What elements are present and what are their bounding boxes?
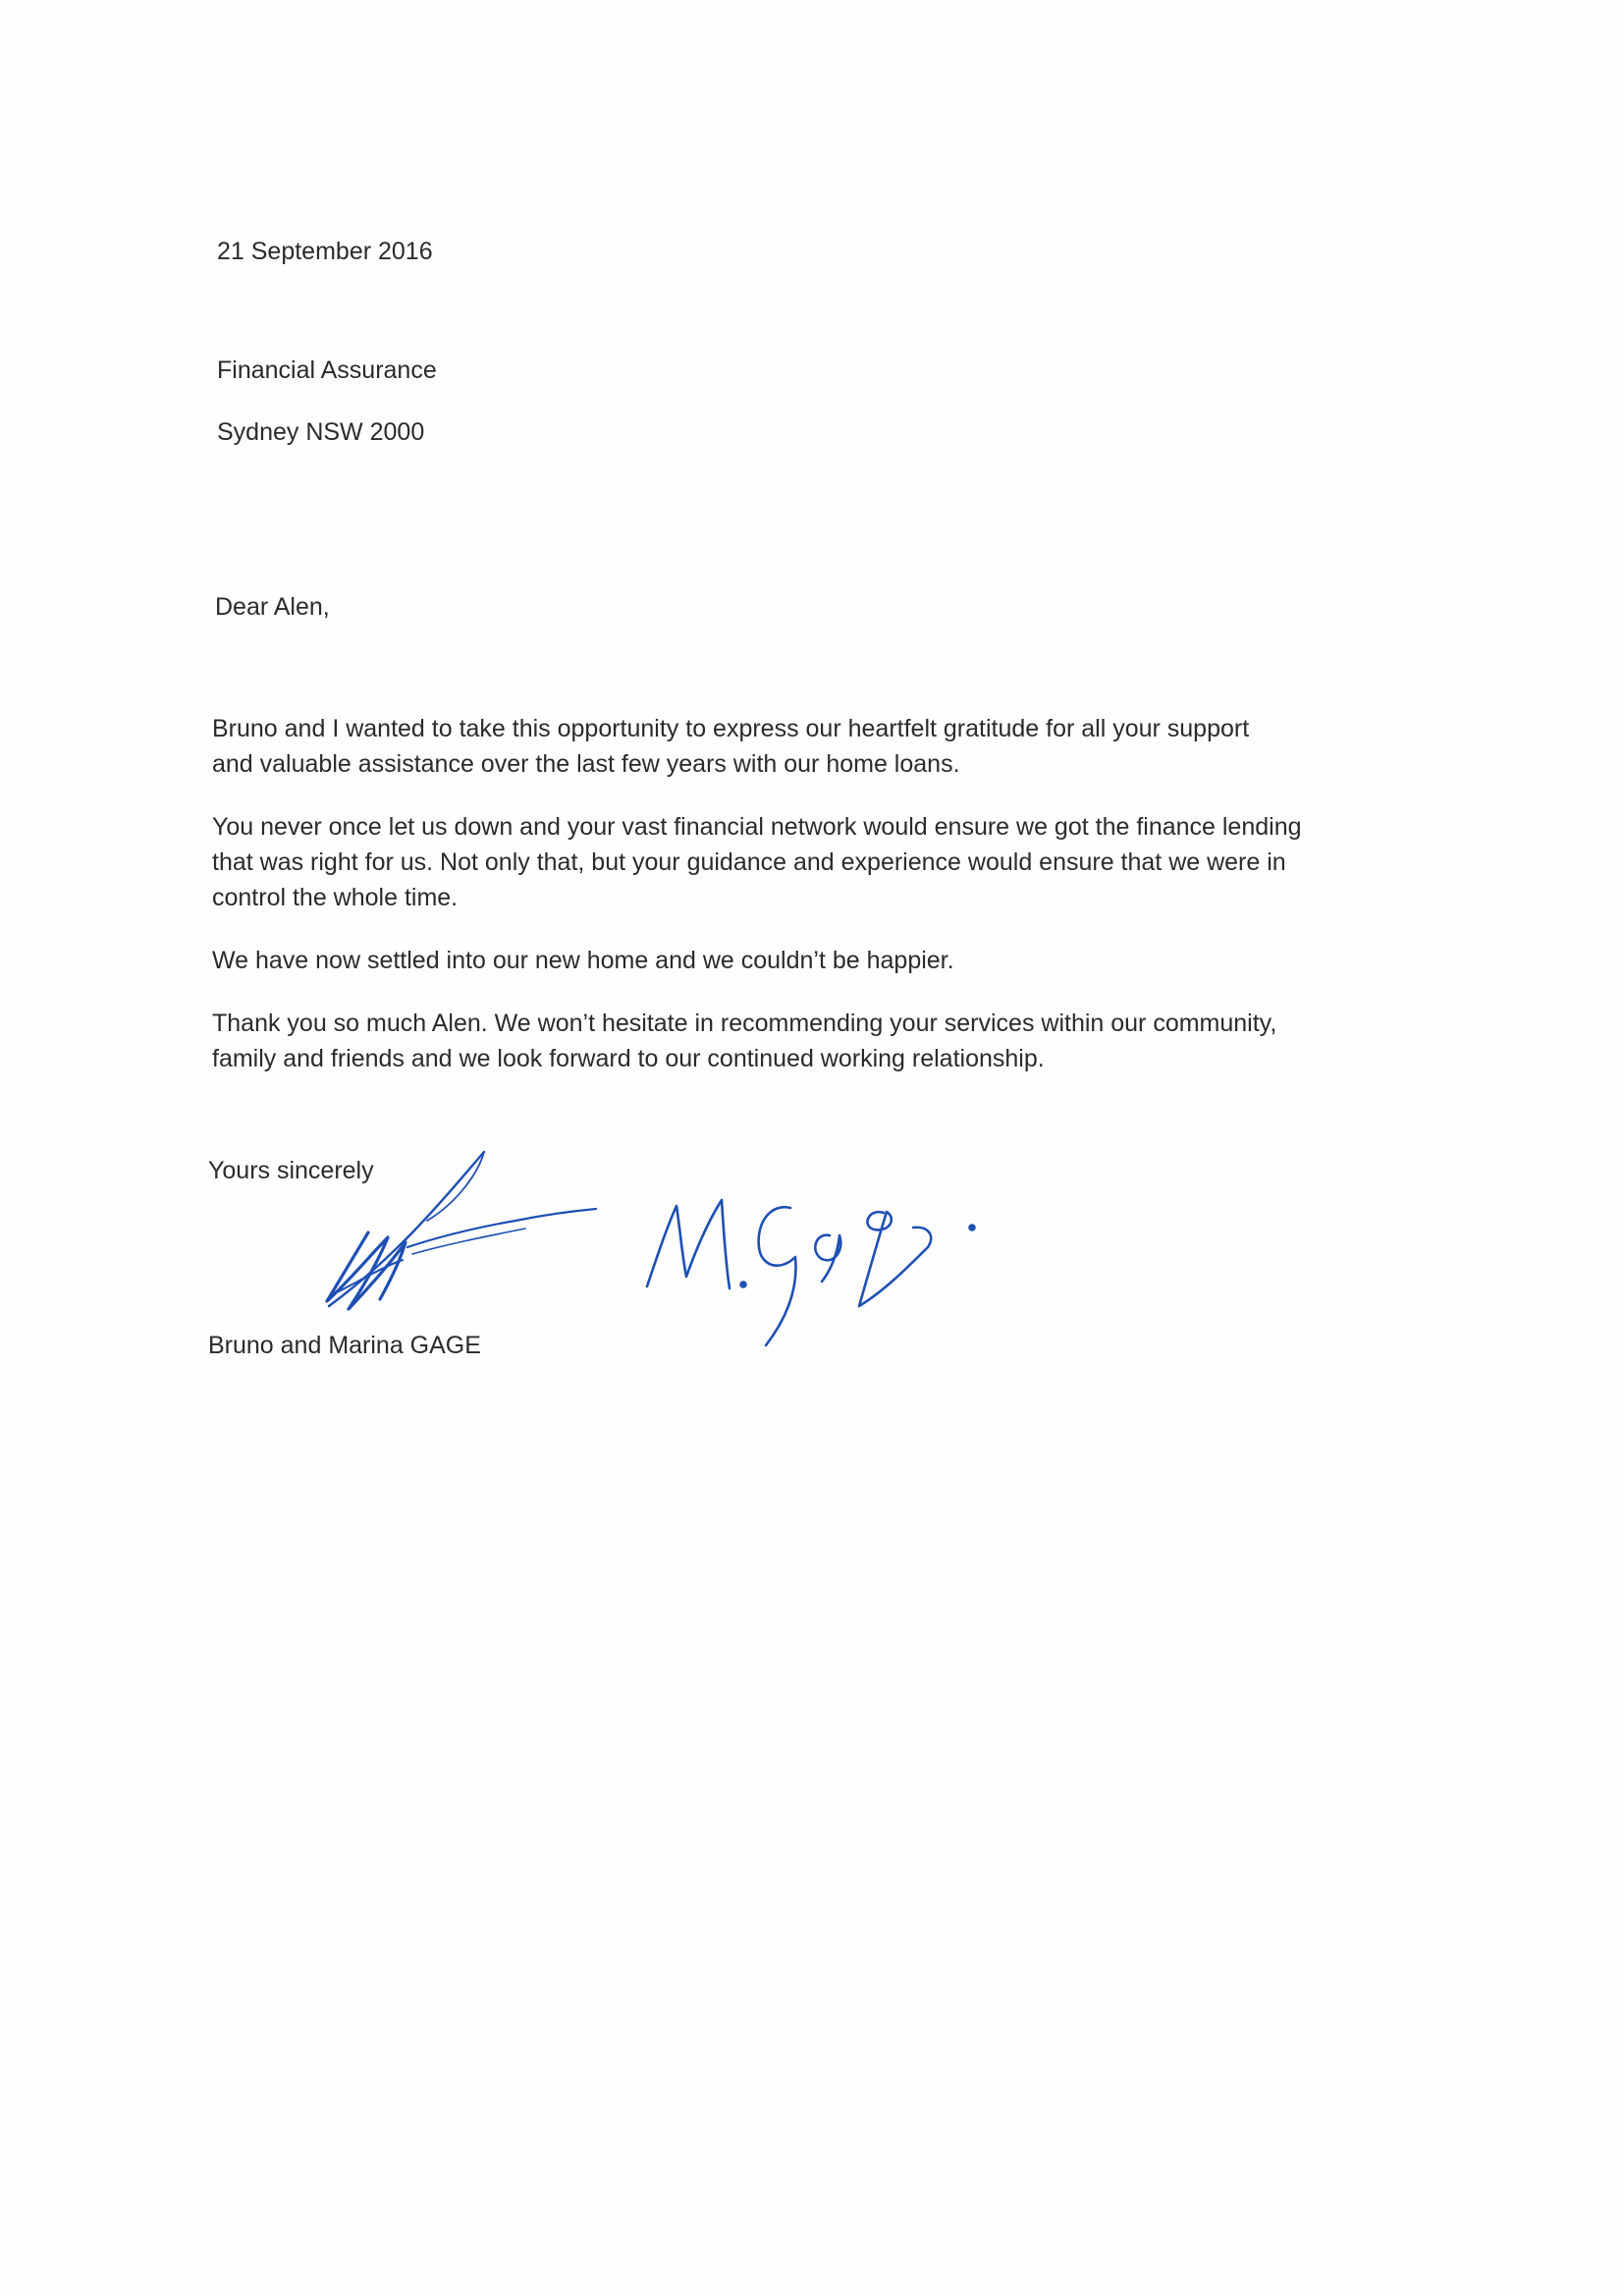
signature-stroke (759, 1207, 796, 1345)
letter-date: 21 September 2016 (217, 238, 433, 265)
signature-stroke (329, 1152, 484, 1306)
signature-stroke (815, 1235, 840, 1282)
body-paragraph: Thank you so much Alen. We won’t hesitate in recommending your services within our community, family and friends and we look forward to our continued working relationship. (212, 1010, 1277, 1072)
signature-stroke (859, 1212, 931, 1306)
signature-marina (633, 1178, 997, 1350)
body-paragraph: We have now settled into our new home and we couldn’t be happier. (212, 947, 954, 974)
signature-stroke (741, 1283, 746, 1287)
signature-stroke (647, 1200, 730, 1288)
recipient-name: Financial Assurance (217, 356, 437, 384)
recipient-address: Sydney NSW 2000 (217, 418, 425, 446)
body-paragraph: You never once let us down and your vast financial network would ensure we got the finance lending that was right for us. Not only that, but your guidance and experience would ensure that we were in control the whole time. (212, 813, 1302, 911)
body-paragraph: Bruno and I wanted to take this opportunity to express our heartfelt gratitude for all your support and valuable assistance over the last few years with our home loans. (212, 715, 1250, 778)
salutation: Dear Alen, (215, 593, 330, 621)
letter-body (212, 711, 1420, 1104)
signature-stroke (970, 1226, 975, 1230)
closing: Yours sincerely (208, 1157, 374, 1184)
signature-bruno (309, 1144, 623, 1321)
signatories: Bruno and Marina GAGE (208, 1332, 481, 1359)
